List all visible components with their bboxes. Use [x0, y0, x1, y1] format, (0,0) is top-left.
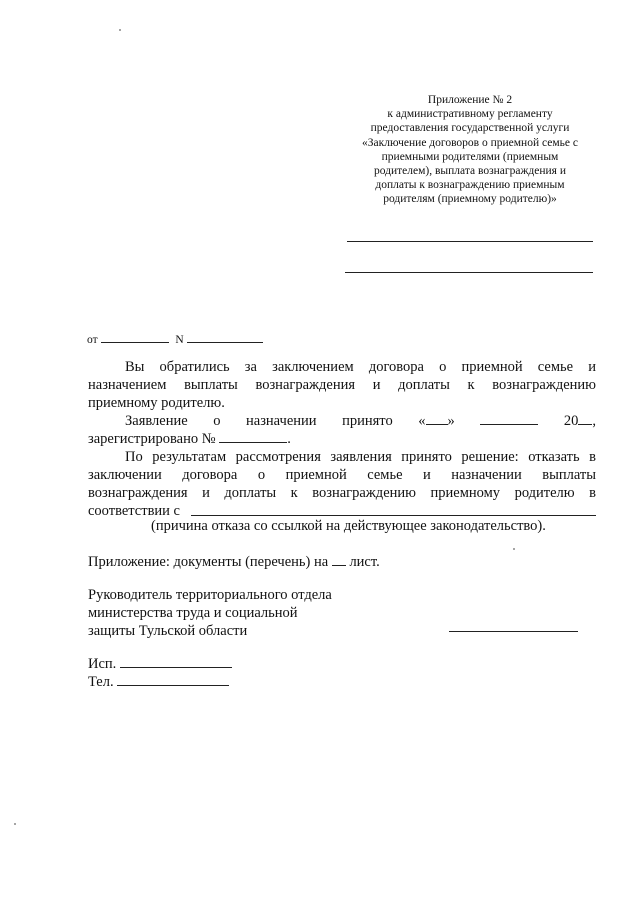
phone-field[interactable]: [117, 673, 229, 686]
sheet-count-field[interactable]: [332, 553, 346, 566]
paragraph-3-line-3: вознаграждения и доплаты к вознаграждению приемному родителю в: [88, 485, 596, 501]
paragraph-3-line-2: заключении договора о приемной семье и назначении выплаты: [88, 467, 596, 483]
scan-dot: [513, 548, 515, 550]
annex-line: к административному регламенту: [387, 108, 553, 121]
year-prefix: 20: [563, 413, 579, 429]
from-label: от: [87, 334, 98, 346]
paragraph-2-line-1: [125, 412, 596, 430]
date-field[interactable]: [101, 330, 169, 343]
number-label: N: [175, 334, 184, 346]
annex-line: Приложение № 2: [427, 94, 513, 106]
year-field[interactable]: [578, 412, 592, 425]
quote-open: «: [418, 413, 426, 429]
word: Заявление: [125, 413, 188, 429]
paragraph-1-line-2: назначением выплаты вознаграждения и доплаты к вознаграждению: [88, 377, 596, 393]
signature-line-3: защиты Тульской области: [88, 623, 248, 639]
signature-field[interactable]: [449, 631, 578, 632]
addressee-line-2: [345, 272, 593, 273]
phone-row: [88, 673, 229, 691]
signature-line-1: Руководитель территориального отдела: [88, 587, 332, 603]
annex-line: родителям (приемному родителю)»: [383, 193, 557, 206]
scan-dot: [119, 29, 121, 31]
day-field[interactable]: [426, 412, 448, 425]
executor-row: [88, 655, 232, 673]
word: о: [213, 413, 221, 429]
year-group: [564, 412, 596, 430]
annex-line: родителем), выплата вознаграждения и: [373, 165, 566, 178]
date-number-row: [87, 330, 263, 346]
annex-header: [336, 93, 604, 207]
month-field[interactable]: [480, 412, 538, 425]
word: принято: [342, 413, 393, 429]
paragraph-1-line-1: Вы обратились за заключением договора о приемной семье и: [125, 359, 596, 375]
annex-line: приемными родителями (приемным: [381, 150, 559, 163]
accordance-label: соответствии с: [88, 503, 180, 519]
period: .: [287, 431, 291, 447]
year-suffix: ,: [592, 413, 596, 429]
quote-close: »: [447, 413, 455, 429]
attachment-prefix: Приложение: документы (перечень) на: [88, 554, 329, 570]
reason-caption: (причина отказа со ссылкой на действующее законодательство).: [151, 518, 546, 534]
reason-field[interactable]: [191, 515, 596, 516]
annex-line: доплаты к вознаграждению приемным: [375, 179, 565, 192]
day-group: [418, 412, 455, 430]
registered-label: зарегистрировано №: [88, 431, 216, 447]
annex-line: предоставления государственной услуги: [370, 122, 570, 135]
addressee-line-1: [347, 241, 593, 242]
paragraph-3-line-1: По результатам рассмотрения заявления принято решение: отказать в: [125, 449, 596, 465]
registration-number-field[interactable]: [219, 430, 287, 443]
paragraph-2-line-2: [88, 430, 291, 448]
executor-label: Исп.: [88, 656, 117, 672]
executor-field[interactable]: [120, 655, 232, 668]
word: назначении: [246, 413, 317, 429]
number-field[interactable]: [187, 330, 263, 343]
annex-line: «Заключение договоров о приемной семье с: [362, 136, 578, 149]
attachment-line: [88, 553, 380, 571]
paragraph-1-line-3: приемному родителю.: [88, 395, 225, 411]
attachment-suffix: лист.: [349, 554, 380, 570]
scan-dot: [14, 823, 16, 825]
phone-label: Тел.: [88, 674, 114, 690]
signature-line-2: министерства труда и социальной: [88, 605, 298, 621]
